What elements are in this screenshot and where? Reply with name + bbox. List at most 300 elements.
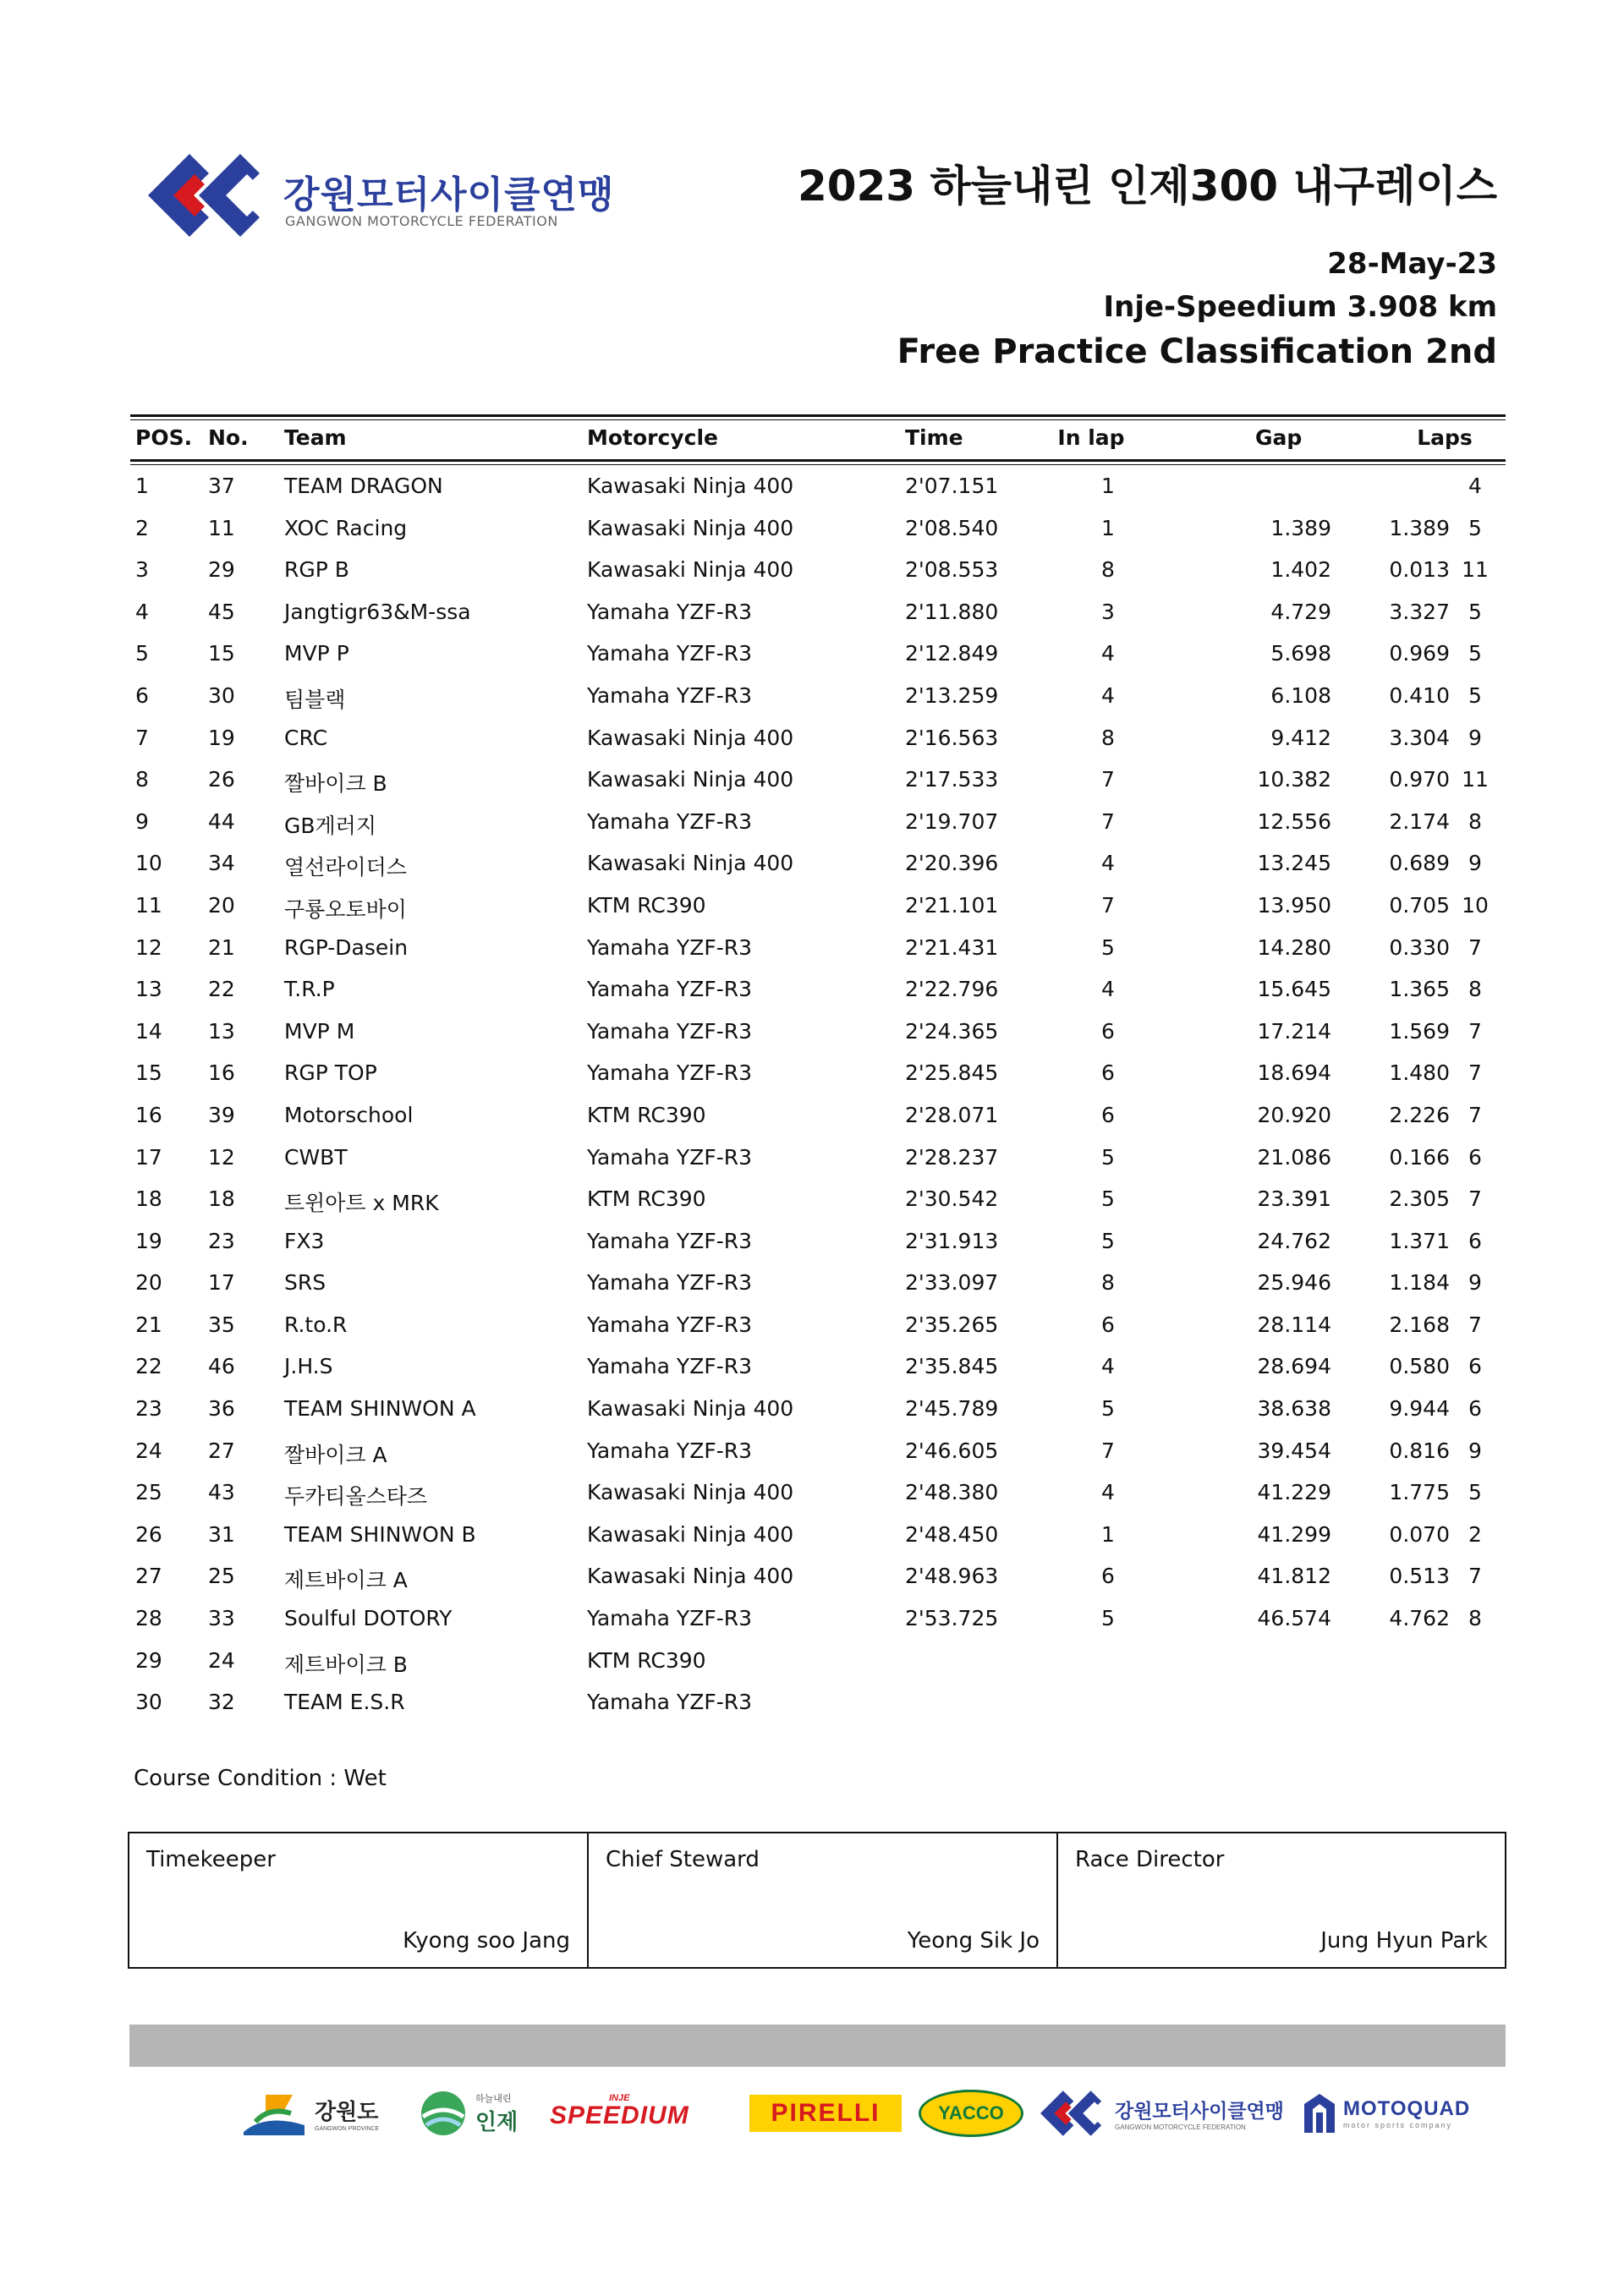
cell-motorcycle: Kawasaki Ninja 400 xyxy=(587,1480,794,1505)
cell-team: Soulful DOTORY xyxy=(284,1606,453,1631)
cell-no: 35 xyxy=(208,1312,235,1337)
cell-laps: 5 xyxy=(1468,682,1482,708)
table-row xyxy=(130,600,1506,642)
cell-in-lap: 4 xyxy=(1101,1480,1115,1505)
cell-pos: 4 xyxy=(135,599,149,624)
federation-logo-name: 강원모터사이클연맹 xyxy=(283,173,615,216)
cell-in-lap: 3 xyxy=(1101,599,1115,624)
cell-no: 18 xyxy=(208,1186,235,1212)
cell-no: 12 xyxy=(208,1144,235,1170)
cell-pos: 26 xyxy=(135,1521,162,1547)
table-row xyxy=(130,1060,1506,1103)
cell-motorcycle: Yamaha YZF-R3 xyxy=(587,1228,753,1253)
cell-in-lap: 1 xyxy=(1101,1521,1115,1547)
cell-time: 2'22.796 xyxy=(905,977,999,1002)
cell-gap: 24.762 xyxy=(1257,1228,1331,1253)
cell-time: 2'20.396 xyxy=(905,851,999,876)
cell-pos: 19 xyxy=(135,1228,162,1253)
signature-role: Timekeeper xyxy=(146,1847,276,1872)
cell-time: 2'17.533 xyxy=(905,767,999,792)
cell-in-lap: 4 xyxy=(1101,682,1115,708)
table-top-rule xyxy=(130,414,1506,420)
cell-time: 2'25.845 xyxy=(905,1060,999,1086)
cell-laps: 9 xyxy=(1468,1270,1482,1296)
cell-time: 2'33.097 xyxy=(905,1270,999,1296)
table-row xyxy=(130,1690,1506,1732)
cell-time: 2'16.563 xyxy=(905,725,999,750)
cell-motorcycle: Yamaha YZF-R3 xyxy=(587,1606,753,1631)
header-laps: Laps xyxy=(1417,425,1473,450)
cell-time: 2'21.431 xyxy=(905,934,999,960)
header-time: Time xyxy=(905,425,963,450)
cell-in-lap: 5 xyxy=(1101,1606,1115,1631)
course-condition: Course Condition : Wet xyxy=(134,1766,387,1791)
cell-no: 32 xyxy=(208,1690,235,1715)
cell-pos: 7 xyxy=(135,725,149,750)
signature-name: Jung Hyun Park xyxy=(1320,1928,1488,1954)
cell-motorcycle: Kawasaki Ninja 400 xyxy=(587,851,794,876)
cell-no: 45 xyxy=(208,599,235,624)
cell-gap: 12.556 xyxy=(1257,808,1331,834)
cell-laps: 4 xyxy=(1468,474,1482,498)
cell-time: 2'13.259 xyxy=(905,682,999,708)
cell-in-lap: 7 xyxy=(1101,1438,1115,1463)
cell-pos: 9 xyxy=(135,808,149,834)
cell-motorcycle: Yamaha YZF-R3 xyxy=(587,1354,753,1379)
cell-time: 2'48.450 xyxy=(905,1521,999,1547)
cell-motorcycle: KTM RC390 xyxy=(587,1102,706,1127)
cell-time: 2'28.071 xyxy=(905,1102,999,1127)
cell-pos: 25 xyxy=(135,1480,162,1505)
cell-motorcycle: KTM RC390 xyxy=(587,892,706,918)
gangwon-emblem-icon xyxy=(240,2088,308,2139)
cell-team: Motorschool xyxy=(284,1102,414,1127)
sponsor-gangwon-sub: GANGWON PROVINCE xyxy=(315,2126,380,2132)
cell-interval: 4.762 xyxy=(1389,1606,1450,1631)
cell-motorcycle: KTM RC390 xyxy=(587,1186,706,1212)
cell-time: 2'35.845 xyxy=(905,1354,999,1379)
cell-interval: 0.580 xyxy=(1389,1354,1450,1379)
event-title: 2023 하늘내린 인제300 내구레이스 xyxy=(797,162,1497,211)
cell-in-lap: 1 xyxy=(1101,515,1115,540)
cell-no: 31 xyxy=(208,1521,235,1547)
cell-motorcycle: Kawasaki Ninja 400 xyxy=(587,767,794,792)
cell-interval: 1.389 xyxy=(1389,515,1450,540)
cell-team: 두카티올스타즈 xyxy=(284,1484,428,1510)
cell-time: 2'28.237 xyxy=(905,1144,999,1170)
table-row xyxy=(130,977,1506,1019)
cell-team: 짤바이크 A xyxy=(284,1442,387,1467)
cell-in-lap: 5 xyxy=(1101,1228,1115,1253)
table-header-rule xyxy=(130,459,1506,465)
cell-in-lap: 1 xyxy=(1101,474,1115,498)
cell-time: 2'11.880 xyxy=(905,599,999,624)
cell-pos: 22 xyxy=(135,1354,162,1379)
sponsor-motoquad-sub: motor sports company xyxy=(1343,2121,1453,2129)
signature-timekeeper xyxy=(129,1833,587,1967)
cell-laps: 7 xyxy=(1468,1102,1482,1127)
cell-laps: 9 xyxy=(1468,725,1482,750)
table-row xyxy=(130,1396,1506,1438)
cell-gap: 17.214 xyxy=(1257,1018,1331,1044)
cell-laps: 9 xyxy=(1468,851,1482,876)
sponsor-speedium-name: SPEEDIUM xyxy=(550,2101,689,2129)
cell-interval: 1.775 xyxy=(1389,1480,1450,1505)
cell-no: 25 xyxy=(208,1564,235,1589)
signature-role: Race Director xyxy=(1075,1847,1225,1872)
sponsor-pirelli-name: PIRELLI xyxy=(771,2099,881,2127)
cell-in-lap: 7 xyxy=(1101,808,1115,834)
cell-interval: 1.569 xyxy=(1389,1018,1450,1044)
cell-laps: 7 xyxy=(1468,934,1482,960)
cell-team: J.H.S xyxy=(284,1354,333,1379)
cell-team: R.to.R xyxy=(284,1312,348,1337)
cell-laps: 7 xyxy=(1468,1564,1482,1589)
sponsor-federation-sub: GANGWON MOTORCYCLE FEDERATION xyxy=(1115,2123,1246,2131)
cell-pos: 8 xyxy=(135,767,149,792)
cell-team: 제트바이크 B xyxy=(284,1652,408,1677)
header-motorcycle: Motorcycle xyxy=(587,425,718,450)
cell-pos: 24 xyxy=(135,1438,162,1463)
cell-time: 2'46.605 xyxy=(905,1438,999,1463)
cell-motorcycle: Yamaha YZF-R3 xyxy=(587,641,753,666)
cell-interval: 0.816 xyxy=(1389,1438,1450,1463)
cell-team: 열선라이더스 xyxy=(284,855,407,880)
cell-no: 20 xyxy=(208,892,235,918)
cell-no: 16 xyxy=(208,1060,235,1086)
cell-motorcycle: Kawasaki Ninja 400 xyxy=(587,1396,794,1422)
cell-interval: 0.513 xyxy=(1389,1564,1450,1589)
table-row xyxy=(130,1522,1506,1564)
cell-motorcycle: Kawasaki Ninja 400 xyxy=(587,515,794,540)
cell-gap: 28.694 xyxy=(1257,1354,1331,1379)
cell-pos: 3 xyxy=(135,557,149,583)
cell-no: 29 xyxy=(208,557,235,583)
session-title: Free Practice Classification 2nd xyxy=(897,332,1497,371)
cell-interval: 0.689 xyxy=(1389,851,1450,876)
cell-in-lap: 6 xyxy=(1101,1018,1115,1044)
cell-pos: 1 xyxy=(135,474,149,498)
cell-no: 46 xyxy=(208,1354,235,1379)
cell-gap: 4.729 xyxy=(1270,599,1331,624)
federation-mark-icon xyxy=(1040,2091,1110,2136)
cell-in-lap: 4 xyxy=(1101,851,1115,876)
table-row xyxy=(130,809,1506,852)
cell-no: 11 xyxy=(208,515,235,540)
table-row xyxy=(130,893,1506,935)
cell-interval: 3.304 xyxy=(1389,725,1450,750)
cell-gap: 23.391 xyxy=(1257,1186,1331,1212)
table-row xyxy=(130,726,1506,768)
cell-interval: 3.327 xyxy=(1389,599,1450,624)
footer-bar xyxy=(129,2025,1506,2067)
cell-team: FX3 xyxy=(284,1228,325,1253)
cell-team: T.R.P xyxy=(284,977,335,1002)
cell-gap: 9.412 xyxy=(1270,725,1331,750)
table-body xyxy=(130,465,1506,1732)
cell-interval: 2.226 xyxy=(1389,1102,1450,1127)
federation-logo-mark-icon xyxy=(148,154,275,237)
cell-motorcycle: Yamaha YZF-R3 xyxy=(587,1312,753,1337)
cell-gap: 28.114 xyxy=(1257,1312,1331,1337)
cell-no: 33 xyxy=(208,1606,235,1631)
cell-team: 트윈아트 x MRK xyxy=(284,1191,439,1216)
cell-laps: 7 xyxy=(1468,1018,1482,1044)
cell-interval: 0.070 xyxy=(1389,1521,1450,1547)
cell-gap: 13.245 xyxy=(1257,851,1331,876)
header-in-lap: In lap xyxy=(1057,425,1125,450)
cell-no: 44 xyxy=(208,808,235,834)
cell-gap: 38.638 xyxy=(1257,1396,1331,1422)
cell-in-lap: 8 xyxy=(1101,725,1115,750)
cell-gap: 5.698 xyxy=(1270,641,1331,666)
cell-interval: 2.168 xyxy=(1389,1312,1450,1337)
sponsor-motoquad xyxy=(1301,2082,1504,2145)
cell-team: RGP-Dasein xyxy=(284,934,409,960)
cell-in-lap: 5 xyxy=(1101,1396,1115,1422)
cell-motorcycle: Kawasaki Ninja 400 xyxy=(587,1521,794,1547)
cell-time: 2'48.380 xyxy=(905,1480,999,1505)
cell-gap: 46.574 xyxy=(1257,1606,1331,1631)
cell-in-lap: 5 xyxy=(1101,934,1115,960)
cell-laps: 10 xyxy=(1462,892,1489,918)
cell-no: 39 xyxy=(208,1102,235,1127)
table-row xyxy=(130,851,1506,893)
header-gap: Gap xyxy=(1255,425,1303,450)
cell-laps: 7 xyxy=(1468,1186,1482,1212)
cell-pos: 2 xyxy=(135,515,149,540)
cell-interval: 0.970 xyxy=(1389,767,1450,792)
cell-in-lap: 8 xyxy=(1101,1270,1115,1296)
cell-interval: 1.365 xyxy=(1389,977,1450,1002)
cell-gap: 21.086 xyxy=(1257,1144,1331,1170)
federation-logo xyxy=(148,154,615,238)
table-row xyxy=(130,516,1506,558)
cell-team: 팀블랙 xyxy=(284,687,346,712)
cell-in-lap: 7 xyxy=(1101,892,1115,918)
sponsor-motoquad-name: MOTOQUAD xyxy=(1343,2097,1471,2120)
cell-pos: 13 xyxy=(135,977,162,1002)
cell-interval: 9.944 xyxy=(1389,1396,1450,1422)
cell-laps: 2 xyxy=(1468,1521,1482,1547)
cell-laps: 5 xyxy=(1468,1480,1482,1505)
cell-motorcycle: Yamaha YZF-R3 xyxy=(587,599,753,624)
cell-time: 2'35.265 xyxy=(905,1312,999,1337)
cell-in-lap: 4 xyxy=(1101,977,1115,1002)
cell-motorcycle: Kawasaki Ninja 400 xyxy=(587,1564,794,1589)
cell-pos: 23 xyxy=(135,1396,162,1422)
cell-interval: 2.305 xyxy=(1389,1186,1450,1212)
cell-interval: 1.184 xyxy=(1389,1270,1450,1296)
cell-motorcycle: Yamaha YZF-R3 xyxy=(587,1270,753,1296)
cell-time: 2'12.849 xyxy=(905,641,999,666)
cell-no: 21 xyxy=(208,934,235,960)
header-team: Team xyxy=(284,425,347,450)
cell-motorcycle: KTM RC390 xyxy=(587,1647,706,1673)
cell-motorcycle: Yamaha YZF-R3 xyxy=(587,1438,753,1463)
sponsor-federation xyxy=(1040,2082,1286,2145)
cell-team: CWBT xyxy=(284,1144,348,1170)
cell-laps: 8 xyxy=(1468,808,1482,834)
cell-laps: 8 xyxy=(1468,1606,1482,1631)
cell-pos: 5 xyxy=(135,641,149,666)
cell-pos: 27 xyxy=(135,1564,162,1589)
table-row xyxy=(130,1186,1506,1229)
cell-interval: 0.330 xyxy=(1389,934,1450,960)
cell-interval: 0.969 xyxy=(1389,641,1450,666)
sponsor-pirelli xyxy=(749,2082,902,2145)
signature-name: Kyong soo Jang xyxy=(403,1928,570,1954)
cell-no: 19 xyxy=(208,725,235,750)
results-table xyxy=(130,414,1506,1732)
cell-pos: 12 xyxy=(135,934,162,960)
cell-time: 2'08.540 xyxy=(905,515,999,540)
cell-laps: 5 xyxy=(1468,641,1482,666)
cell-team: MVP M xyxy=(284,1018,355,1044)
cell-team: MVP P xyxy=(284,641,349,666)
cell-pos: 10 xyxy=(135,851,162,876)
cell-laps: 5 xyxy=(1468,515,1482,540)
cell-motorcycle: Yamaha YZF-R3 xyxy=(587,1060,753,1086)
cell-pos: 14 xyxy=(135,1018,162,1044)
cell-in-lap: 8 xyxy=(1101,557,1115,583)
cell-time: 2'48.963 xyxy=(905,1564,999,1589)
cell-pos: 20 xyxy=(135,1270,162,1296)
cell-laps: 11 xyxy=(1462,767,1489,792)
cell-pos: 6 xyxy=(135,682,149,708)
sponsor-inje-small: 하늘내린 xyxy=(475,2093,512,2104)
cell-team: Jangtigr63&M-ssa xyxy=(284,599,471,624)
cell-team: TEAM E.S.R xyxy=(284,1690,405,1715)
cell-gap: 10.382 xyxy=(1257,767,1331,792)
cell-motorcycle: Yamaha YZF-R3 xyxy=(587,934,753,960)
table-row xyxy=(130,474,1506,516)
cell-in-lap: 6 xyxy=(1101,1564,1115,1589)
table-row xyxy=(130,1354,1506,1396)
signature-box xyxy=(128,1832,1506,1969)
signature-chief-steward xyxy=(587,1833,1056,1967)
cell-gap: 14.280 xyxy=(1257,934,1331,960)
cell-no: 15 xyxy=(208,641,235,666)
cell-team: RGP B xyxy=(284,557,349,583)
table-row xyxy=(130,1270,1506,1312)
sponsor-gangwon-name: 강원도 xyxy=(315,2099,379,2124)
cell-laps: 6 xyxy=(1468,1144,1482,1170)
cell-team: 짤바이크 B xyxy=(284,771,387,797)
cell-motorcycle: Yamaha YZF-R3 xyxy=(587,1144,753,1170)
cell-laps: 6 xyxy=(1468,1354,1482,1379)
cell-pos: 11 xyxy=(135,892,162,918)
signature-role: Chief Steward xyxy=(606,1847,760,1872)
table-row xyxy=(130,1019,1506,1061)
sponsor-federation-name: 강원모터사이클연맹 xyxy=(1115,2100,1284,2122)
cell-laps: 8 xyxy=(1468,977,1482,1002)
sponsor-inje-name: 인제 xyxy=(475,2108,518,2134)
table-row xyxy=(130,1145,1506,1187)
sponsor-yacco-name: YACCO xyxy=(938,2102,1004,2123)
cell-gap: 39.454 xyxy=(1257,1438,1331,1463)
cell-motorcycle: Kawasaki Ninja 400 xyxy=(587,474,794,498)
cell-laps: 11 xyxy=(1462,557,1489,583)
cell-no: 36 xyxy=(208,1396,235,1422)
sponsor-logos xyxy=(237,2082,1506,2145)
cell-in-lap: 4 xyxy=(1101,1354,1115,1379)
table-row xyxy=(130,1564,1506,1606)
event-track: Inje-Speedium 3.908 km xyxy=(1103,290,1497,324)
federation-logo-subtitle: GANGWON MOTORCYCLE FEDERATION xyxy=(285,213,558,229)
cell-no: 37 xyxy=(208,474,235,498)
table-row xyxy=(130,557,1506,600)
motoquad-emblem-icon xyxy=(1301,2091,1338,2136)
cell-gap: 25.946 xyxy=(1257,1270,1331,1296)
cell-team: SRS xyxy=(284,1270,326,1296)
cell-in-lap: 5 xyxy=(1101,1144,1115,1170)
cell-motorcycle: Yamaha YZF-R3 xyxy=(587,682,753,708)
table-row xyxy=(130,1648,1506,1690)
cell-time: 2'53.725 xyxy=(905,1606,999,1631)
cell-interval: 0.166 xyxy=(1389,1144,1450,1170)
cell-laps: 6 xyxy=(1468,1228,1482,1253)
cell-gap: 15.645 xyxy=(1257,977,1331,1002)
cell-pos: 17 xyxy=(135,1144,162,1170)
signature-race-director xyxy=(1056,1833,1505,1967)
cell-no: 22 xyxy=(208,977,235,1002)
header-pos: POS. xyxy=(135,425,193,450)
cell-no: 13 xyxy=(208,1018,235,1044)
cell-laps: 9 xyxy=(1468,1438,1482,1463)
sponsor-speedium xyxy=(550,2082,732,2145)
sponsor-yacco xyxy=(919,2082,1029,2145)
cell-no: 26 xyxy=(208,767,235,792)
cell-time: 2'21.101 xyxy=(905,892,999,918)
cell-gap: 1.402 xyxy=(1270,557,1331,583)
cell-gap: 1.389 xyxy=(1270,515,1331,540)
cell-laps: 7 xyxy=(1468,1312,1482,1337)
cell-no: 43 xyxy=(208,1480,235,1505)
cell-interval: 1.480 xyxy=(1389,1060,1450,1086)
cell-pos: 30 xyxy=(135,1690,162,1715)
cell-team: TEAM SHINWON B xyxy=(284,1521,476,1547)
table-row xyxy=(130,1229,1506,1271)
cell-no: 17 xyxy=(208,1270,235,1296)
table-row xyxy=(130,1606,1506,1648)
event-date: 28-May-23 xyxy=(1327,247,1497,281)
table-header-row xyxy=(130,425,1506,459)
cell-team: TEAM SHINWON A xyxy=(284,1396,476,1422)
cell-time: 2'19.707 xyxy=(905,808,999,834)
cell-laps: 7 xyxy=(1468,1060,1482,1086)
cell-no: 34 xyxy=(208,851,235,876)
cell-team: XOC Racing xyxy=(284,515,408,540)
cell-interval: 1.371 xyxy=(1389,1228,1450,1253)
cell-gap: 13.950 xyxy=(1257,892,1331,918)
cell-laps: 6 xyxy=(1468,1396,1482,1422)
cell-team: TEAM DRAGON xyxy=(284,474,443,498)
cell-team: RGP TOP xyxy=(284,1060,377,1086)
header-no: No. xyxy=(208,425,249,450)
cell-in-lap: 7 xyxy=(1101,767,1115,792)
cell-gap: 6.108 xyxy=(1270,682,1331,708)
cell-in-lap: 6 xyxy=(1101,1060,1115,1086)
signature-name: Yeong Sik Jo xyxy=(907,1928,1040,1954)
cell-gap: 41.229 xyxy=(1257,1480,1331,1505)
cell-gap: 18.694 xyxy=(1257,1060,1331,1086)
table-row xyxy=(130,641,1506,683)
cell-gap: 41.299 xyxy=(1257,1521,1331,1547)
cell-time: 2'07.151 xyxy=(905,474,999,498)
table-row xyxy=(130,767,1506,809)
cell-in-lap: 5 xyxy=(1101,1186,1115,1212)
